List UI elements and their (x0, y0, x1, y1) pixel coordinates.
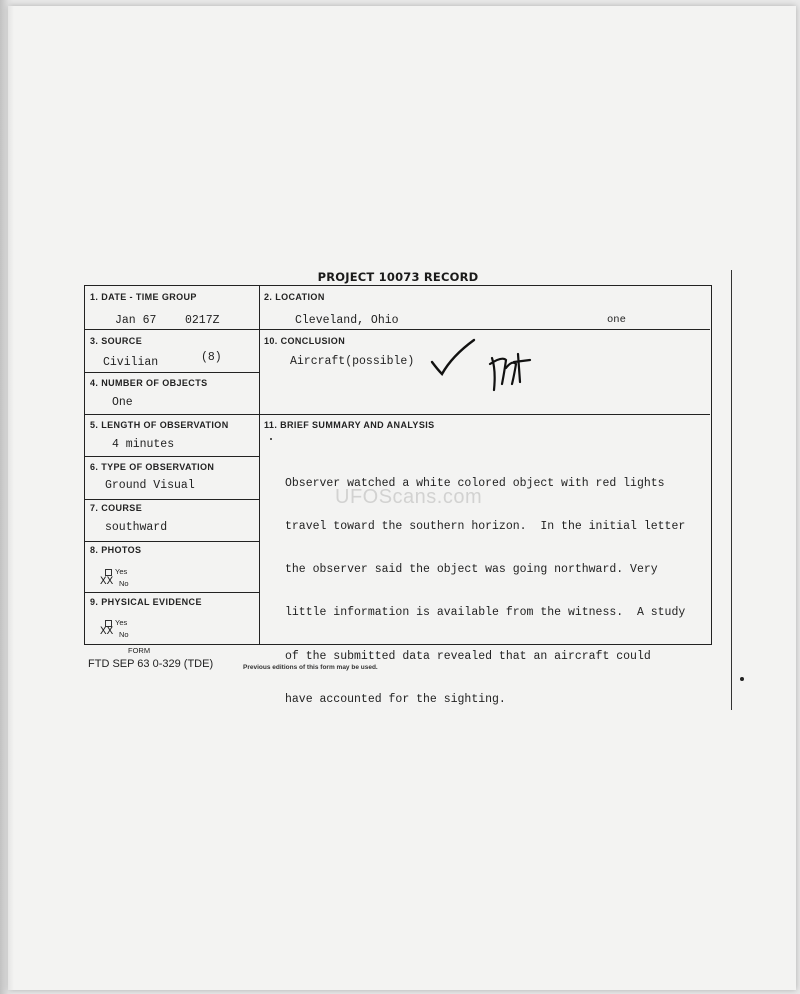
form-identifier (88, 646, 214, 670)
row-divider (85, 414, 710, 415)
number-of-objects-label: 4. NUMBER OF OBJECTS (90, 378, 208, 388)
photos-label: 8. PHOTOS (90, 545, 142, 555)
page-margin-line (731, 270, 732, 710)
checkbox-icon (105, 569, 112, 576)
evidence-yes-label: Yes (115, 618, 128, 627)
source-value: Civilian (103, 356, 159, 369)
form-label: FORM (128, 646, 151, 655)
form-id: FTD SEP 63 0-329 (TDE) (88, 658, 214, 670)
course-label: 7. COURSE (90, 503, 143, 513)
footer-note: Previous editions of this form may be used. (243, 664, 378, 671)
type-of-observation-value: Ground Visual (105, 479, 195, 492)
stray-mark (270, 438, 272, 440)
stray-dot (740, 677, 744, 681)
source-label: 3. SOURCE (90, 336, 143, 346)
photos-no-label: No (119, 579, 129, 588)
row-divider (85, 329, 710, 330)
record-title: PROJECT 10073 RECORD (317, 270, 479, 284)
number-of-objects-value: One (112, 396, 133, 409)
location-extra: one (607, 314, 626, 326)
photos-no-mark: XX (100, 576, 114, 588)
physical-evidence-label: 9. PHYSICAL EVIDENCE (90, 597, 202, 607)
evidence-no-mark: XX (100, 626, 114, 638)
summary-line: Observer watched a white colored object with red lights (285, 476, 665, 490)
row-divider (85, 372, 259, 373)
row-divider (85, 499, 259, 500)
column-divider (259, 286, 260, 644)
brief-summary-label: 11. BRIEF SUMMARY AND ANALYSIS (264, 420, 435, 430)
row-divider (85, 541, 259, 542)
handwritten-checkmark-and-initials (430, 334, 550, 396)
conclusion-value: Aircraft(possible) (290, 355, 415, 368)
type-of-observation-label: 6. TYPE OF OBSERVATION (90, 462, 215, 472)
row-divider (85, 456, 259, 457)
evidence-no-label: No (119, 630, 129, 639)
summary-line: have accounted for the sighting. (285, 692, 506, 706)
page-edge-shadow (0, 0, 14, 994)
source-note: (8) (201, 351, 222, 364)
photos-yes-label: Yes (115, 567, 128, 576)
location-label: 2. LOCATION (264, 292, 325, 302)
conclusion-label: 10. CONCLUSION (264, 336, 346, 346)
summary-line: the observer said the object was going northward. Very (285, 563, 658, 577)
date-value: Jan 67 (115, 314, 157, 327)
length-of-observation-value: 4 minutes (112, 438, 175, 451)
length-of-observation-label: 5. LENGTH OF OBSERVATION (90, 420, 229, 430)
summary-line: of the submitted data revealed that an aircraft could (285, 649, 651, 663)
summary-line: travel toward the southern horizon. In the initial letter (285, 520, 686, 534)
time-value: 0217Z (185, 314, 220, 327)
row-divider (85, 592, 259, 593)
location-value: Cleveland, Ohio (295, 314, 399, 327)
date-time-group-label: 1. DATE - TIME GROUP (90, 292, 197, 302)
course-value: southward (105, 521, 168, 534)
photos-yes-option (105, 567, 127, 576)
watermark: UFOScans.com (335, 486, 483, 508)
summary-line: little information is available from the witness. A study (285, 606, 686, 620)
